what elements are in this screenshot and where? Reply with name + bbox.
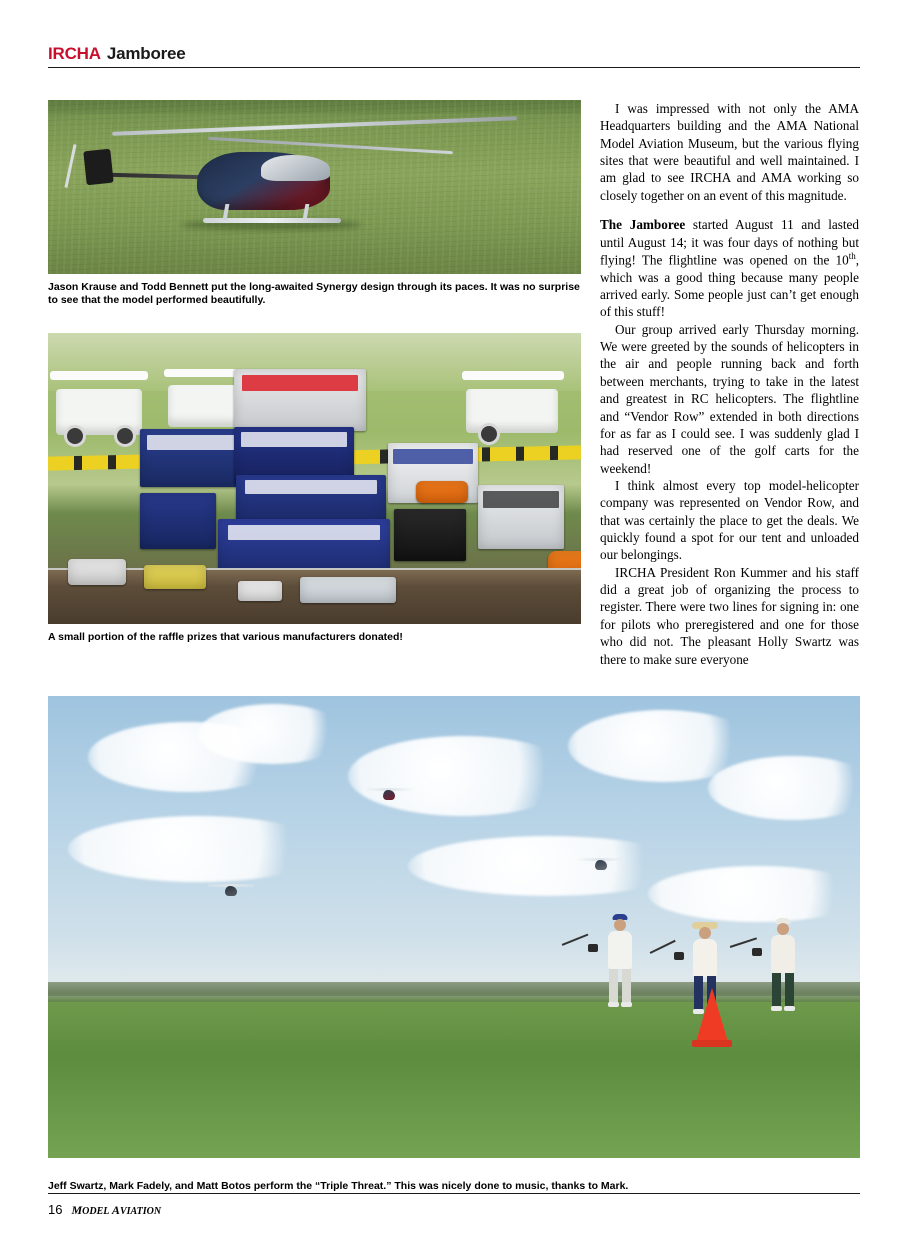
flying-helicopter-3 — [208, 884, 254, 887]
paragraph-4: I think almost every top model-helicopter company was represented on Vendor Row, and that was certainly the place to get the deals. We quickly found a spot for our tent and unloaded our belongings. — [600, 477, 859, 563]
product-box-right — [478, 485, 564, 549]
pilot-center-head — [699, 927, 711, 939]
paragraph-1: I was impressed with not only the AMA Headquarters building and the AMA National Model Aviation Museum, but the various flying sites that were beautiful and well maintained. I am glad to see IRCHA and AMA working so closely together on an event of this magnitude. — [600, 101, 859, 203]
magazine-name-m: M — [71, 1203, 83, 1217]
figure-flightline — [48, 696, 860, 1158]
figure-caption: Jeff Swartz, Mark Fadely, and Matt Botos perform the “Triple Threat.” This was nicely done to music, thanks to Mark. — [48, 1180, 629, 1192]
golf-cart-right-wheel — [478, 423, 500, 445]
pilot-right-legs — [772, 973, 794, 1007]
figure-raffle — [48, 333, 581, 644]
header-divider — [48, 67, 860, 68]
raffle-prizes-photo — [48, 333, 581, 624]
paragraph-3: Our group arrived early Thursday morning. We were greeted by the sounds of helicopters in the air and people running back and forth between merchants, trying to take in the latest and greatest in RC helicopters. The flightline and “Vendor Row” extended in both directions for as far as I could see. I was suddenly glad I had reserved one of the golf carts for the weekend! — [600, 321, 859, 476]
page-number: 16 — [48, 1202, 63, 1217]
flying-helicopter-3-body — [225, 886, 237, 896]
product-box-raptor — [234, 369, 366, 431]
paragraph-2-tail: , which was a good thing because many people arrived early. Some people just can’t get enough of this stuff! — [600, 252, 859, 320]
pilot-right-antenna — [730, 937, 757, 947]
publication-brand: IRCHA — [48, 44, 101, 63]
footer-content — [48, 1202, 860, 1218]
helicopter-canopy — [261, 155, 330, 181]
pilot-right-leg-b — [785, 973, 794, 1007]
tail-rotor — [65, 144, 77, 188]
pilot-right-shoe-b — [784, 1006, 795, 1011]
pilot-left-shoe-b — [621, 1002, 632, 1007]
pilot-left-legs — [609, 969, 631, 1003]
product-box-hirobo-mid-label — [245, 480, 377, 494]
paragraph-2-body: started August 11 and lasted until August 14; it was four days of nothing but flying! The flightline was opened on the 10 — [600, 217, 859, 268]
helicopter-photo — [48, 100, 581, 274]
figure-caption: Jason Krause and Todd Bennett put the long-awaited Synergy design through its paces. It was no surprise to see that the model performed beautifully. — [48, 281, 580, 307]
small-part-b — [238, 581, 282, 601]
product-box-logo-label — [147, 435, 246, 450]
small-part-a — [68, 559, 126, 585]
golf-cart-left-wheel-rear — [114, 425, 136, 447]
envelope-yellow — [144, 565, 206, 589]
pilot-left-shirt — [608, 931, 632, 969]
figure-caption: A small portion of the raffle prizes that various manufacturers donated! — [48, 630, 403, 643]
product-box-small-left — [140, 493, 216, 549]
pilot-left-head — [614, 919, 626, 931]
paragraph-5: IRCHA President Ron Kummer and his staff did a great job of organizing the process to register. There were two lines for signing in: one for pilots who preregistered and one for those who did not. The pleasant Holly Swartz was there to make sure everyone — [600, 564, 859, 667]
tail-fin — [84, 149, 114, 186]
article-text-column — [600, 100, 859, 668]
magazine-name-odel: ODEL — [82, 1206, 110, 1217]
cloud-2 — [198, 704, 348, 764]
golf-cart-right-roof — [462, 371, 564, 380]
cloud-7 — [408, 836, 688, 896]
left-column — [48, 100, 581, 644]
cloud-8 — [648, 866, 860, 922]
distant-treeline-2 — [48, 994, 860, 1002]
cloud-5 — [708, 756, 860, 820]
pilot-center-antenna — [650, 940, 676, 954]
product-box-hirobo-top-label — [241, 432, 347, 447]
paragraph-2-superscript: th — [848, 250, 856, 261]
pilot-center-transmitter — [674, 952, 684, 960]
footer-divider — [48, 1193, 860, 1194]
pilot-center-shirt — [693, 939, 717, 977]
flying-helicopter-1 — [366, 788, 412, 791]
flightline-photo — [48, 696, 860, 1158]
page-title — [48, 44, 860, 64]
product-box-right-label — [483, 491, 559, 508]
main-rotor-blade — [112, 116, 517, 136]
flying-helicopter-2-body — [595, 860, 607, 870]
flying-helicopter-2 — [578, 858, 624, 861]
pilot-right-head — [777, 923, 789, 935]
cloud-6 — [68, 816, 328, 882]
magazine-name-a: A — [109, 1203, 120, 1217]
pilot-right-transmitter — [752, 948, 762, 956]
pilot-right-shoe-a — [771, 1006, 782, 1011]
traffic-cone — [696, 988, 728, 1042]
traffic-cone-base — [692, 1040, 732, 1047]
flying-helicopter-1-body — [383, 790, 395, 800]
pilot-right-shirt — [771, 935, 795, 973]
product-box-hirobo-lower-label — [228, 525, 379, 540]
field-horizon — [48, 100, 581, 114]
pilot-left-leg-a — [609, 969, 618, 1003]
pilot-right — [760, 918, 806, 1044]
pilot-left-transmitter — [588, 944, 598, 952]
section-title: Jamboree — [106, 44, 186, 63]
pilot-left-shoe-a — [608, 1002, 619, 1007]
figure-helicopter — [48, 100, 581, 308]
golf-cart-left-roof — [50, 371, 148, 380]
pilot-left-leg-b — [622, 969, 631, 1003]
paragraph-2-lead: The Jamboree — [600, 217, 686, 233]
paragraph-2 — [600, 216, 859, 321]
pilot-left-antenna — [562, 934, 589, 946]
page-footer — [48, 1202, 860, 1218]
orange-item-a — [416, 481, 468, 503]
product-box-raptor-label — [242, 375, 358, 391]
pilot-left — [596, 914, 644, 1042]
product-box-scorpion-label — [393, 449, 472, 465]
magazine-name-viation: VIATION — [119, 1206, 162, 1217]
magazine-name — [71, 1203, 161, 1217]
golf-cart-left-wheel-front — [64, 425, 86, 447]
small-part-c — [300, 577, 396, 603]
figure-caption-wide-wrapper — [48, 1180, 860, 1193]
pilot-right-leg-a — [772, 973, 781, 1007]
equipment-case — [394, 509, 466, 561]
page-header — [48, 44, 860, 70]
tail-boom — [96, 172, 213, 179]
cloud-3 — [348, 736, 578, 816]
